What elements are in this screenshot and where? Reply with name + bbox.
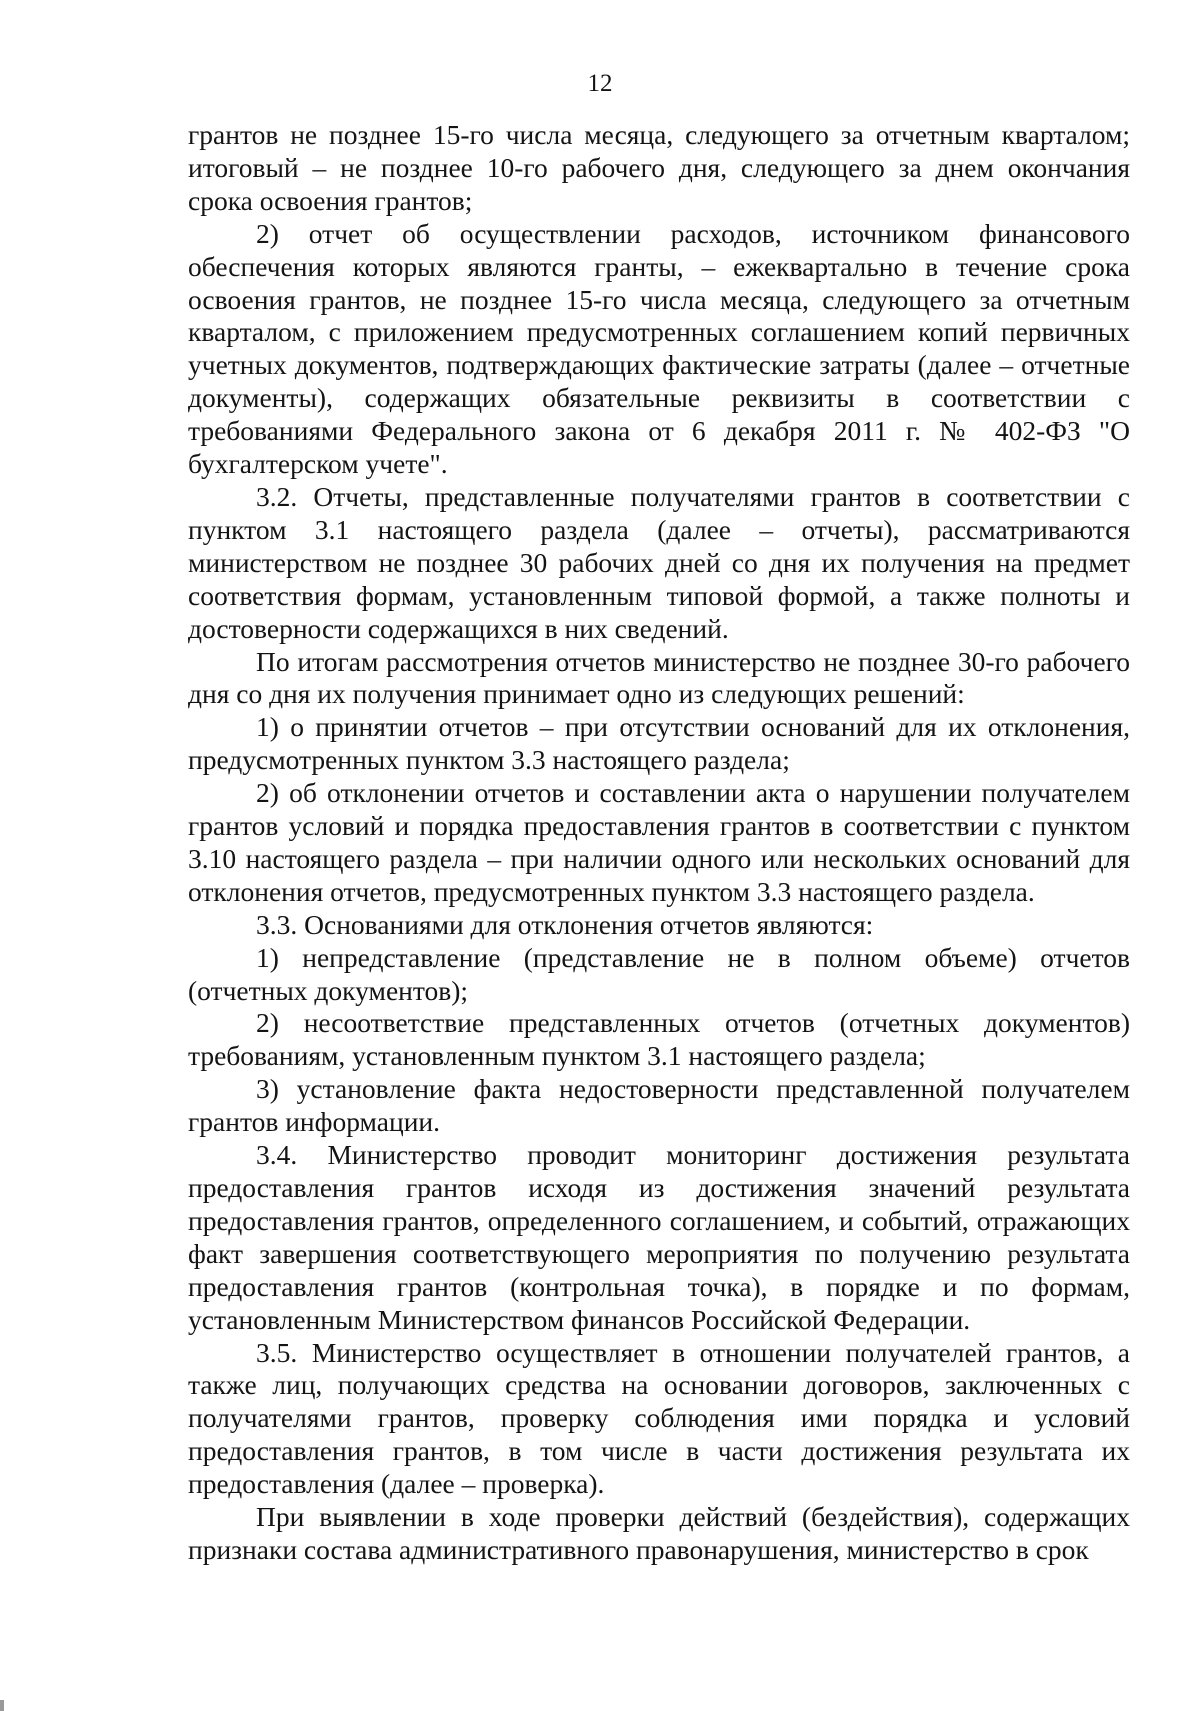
paragraph-report-expenses: 2) отчет об осуществлении расходов, источником финансового обеспечения которых являются гранты, – ежеквартально в течение срока освоения грантов, не позднее 15-го числа месяца, следующего за отчетным кварталом, с приложением предусмотренных соглашением копий первичных учетных документов, подтверждающих фактические затраты (далее – отчетные документы), содержащих обязательные реквизиты в соответствии с требованиями Федерального закона от 6 декабря 2011 г. № 402-ФЗ "О бухгалтерском учете". (188, 217, 1130, 480)
scan-edge-mark (0, 1700, 4, 1711)
paragraph-3-4: 3.4. Министерство проводит мониторинг достижения результата предоставления грантов исходя из достижения значений результата предоставления грантов, определенного соглашением, и событий, отражающих факт завершения соответствующего мероприятия по получению результата предоставления грантов (контрольная точка), в порядке и по формам, установленным Министерством финансов Российской Федерации. (188, 1139, 1130, 1335)
page-number: 12 (587, 70, 613, 97)
document-body (188, 119, 1130, 1567)
paragraph-3-3: 3.3. Основаниями для отклонения отчетов являются: (256, 908, 874, 940)
paragraph-3-5: 3.5. Министерство осуществляет в отношении получателей грантов, а также лиц, получающих средства на основании договоров, заключенных с получателями грантов, проверку соблюдения ими порядка и условий предоставления грантов, в том числе в части достижения результата их предоставления (далее – проверка). (188, 1336, 1130, 1500)
paragraph-decision-reject: 2) об отклонении отчетов и составлении акта о нарушении получателем грантов условий и порядка предоставления грантов в соответствии с пунктом 3.10 настоящего раздела – при наличии одного или нескольких оснований для отклонения отчетов, предусмотренных пунктом 3.3 настоящего раздела. (188, 777, 1130, 907)
paragraph-continuation: грантов не позднее 15-го числа месяца, следующего за отчетным кварталом; итоговый – не позднее 10-го рабочего дня, следующего за днем окончания срока освоения грантов; (188, 119, 1130, 216)
paragraph-decision-accept: 1) о принятии отчетов – при отсутствии оснований для их отклонения, предусмотренных пунктом 3.3 настоящего раздела; (188, 711, 1130, 776)
paragraph-ground-2: 2) несоответствие представленных отчетов (отчетных документов) требованиям, установленным пунктом 3.1 настоящего раздела; (188, 1007, 1130, 1072)
paragraph-review-results: По итогам рассмотрения отчетов министерство не позднее 30-го рабочего дня со дня их получения принимает одно из следующих решений: (188, 645, 1130, 710)
paragraph-3-2: 3.2. Отчеты, представленные получателями грантов в соответствии с пунктом 3.1 настоящего раздела (далее – отчеты), рассматриваются министерством не позднее 30 рабочих дней со дня их получения на предмет соответствия формам, установленным типовой формой, а также полноты и достоверности содержащихся в них сведений. (188, 480, 1130, 644)
paragraph-ground-1: 1) непредставление (представление не в полном объеме) отчетов (отчетных документов); (188, 941, 1130, 1006)
paragraph-ground-3: 3) установление факта недостоверности представленной получателем грантов информации. (188, 1073, 1130, 1138)
paragraph-violation-detection: При выявлении в ходе проверки действий (бездействия), содержащих признаки состава административного правонарушения, министерство в срок (188, 1501, 1130, 1565)
